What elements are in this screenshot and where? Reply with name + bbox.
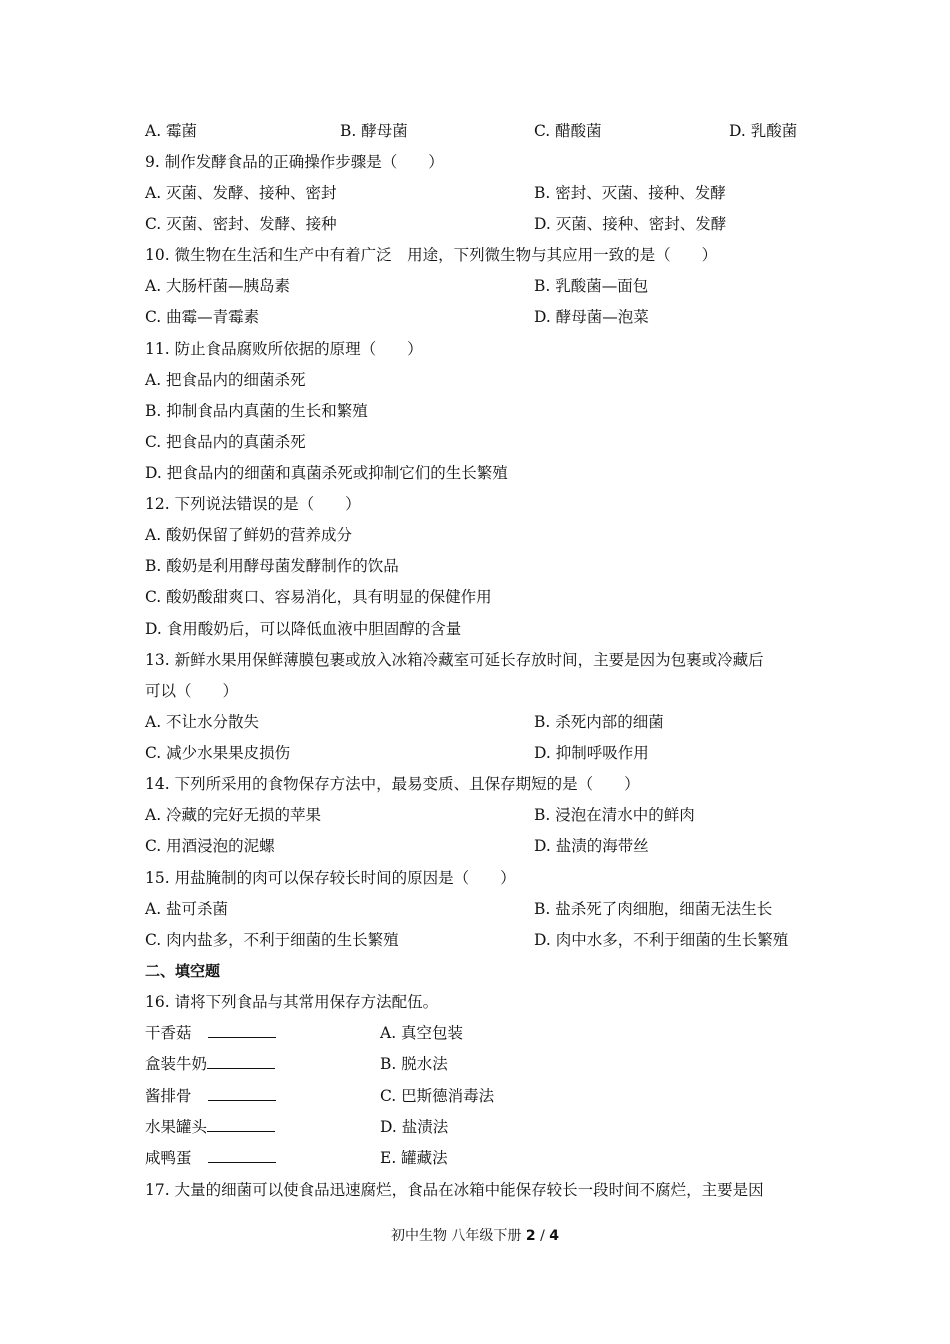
q17-stem: 17. 大量的细菌可以使食品迅速腐烂，食品在冰箱中能保存较长一段时间不腐烂，主要是因: [145, 1181, 764, 1199]
q10-option-d: D. 酵母菌—泡菜: [534, 308, 649, 326]
q8-option-c: C. 醋酸菌: [534, 122, 602, 140]
q13-option-a: A. 不让水分散失: [145, 713, 260, 731]
q8-option-a: A. 霉菌: [145, 122, 198, 140]
q9-option-a: A. 灭菌、发酵、接种、密封: [145, 184, 337, 202]
match-row-4: [145, 1117, 275, 1137]
food-item: 咸鸭蛋: [145, 1149, 192, 1167]
q13-option-b: B. 杀死内部的细菌: [534, 713, 664, 731]
q15-option-c: C. 肉内盐多，不利于细菌的生长繁殖: [145, 931, 399, 949]
method-item: D. 盐渍法: [380, 1118, 449, 1136]
q14-option-b: B. 浸泡在清水中的鲜肉: [534, 806, 695, 824]
q13-stem-continued: 可以（ ）: [145, 682, 239, 700]
match-row-2: [145, 1054, 275, 1074]
q12-option-b: B. 酸奶是利用酵母菌发酵制作的饮品: [145, 557, 399, 575]
q12-stem: 12. 下列说法错误的是（ ）: [145, 495, 361, 513]
food-item: 酱排骨: [145, 1087, 192, 1105]
q14-option-a: A. 冷藏的完好无损的苹果: [145, 806, 322, 824]
q12-option-d: D. 食用酸奶后，可以降低血液中胆固醇的含量: [145, 620, 462, 638]
answer-blank[interactable]: [208, 1086, 276, 1101]
match-row-5: [145, 1148, 276, 1168]
q12-option-a: A. 酸奶保留了鲜奶的营养成分: [145, 526, 353, 544]
method-item: E. 罐藏法: [380, 1149, 448, 1167]
q15-stem: 15. 用盐腌制的肉可以保存较长时间的原因是（ ）: [145, 869, 516, 887]
q8-option-b: B. 酵母菌: [340, 122, 408, 140]
page-total: 4: [549, 1228, 560, 1244]
q10-stem: 10. 微生物在生活和生产中有着广泛 用途，下列微生物与其应用一致的是（ ）: [145, 246, 718, 264]
q15-option-a: A. 盐可杀菌: [145, 900, 229, 918]
match-row-1: [145, 1023, 276, 1043]
page-number: 2: [525, 1228, 536, 1244]
q15-option-d: D. 肉中水多，不利于细菌的生长繁殖: [534, 931, 789, 949]
q11-option-d: D. 把食品内的细菌和真菌杀死或抑制它们的生长繁殖: [145, 464, 508, 482]
answer-blank[interactable]: [208, 1023, 276, 1038]
page-footer: [0, 1225, 950, 1245]
q15-option-b: B. 盐杀死了肉细胞，细菌无法生长: [534, 900, 773, 918]
answer-blank[interactable]: [208, 1148, 276, 1163]
footer-text: 初中生物 八年级下册: [390, 1228, 526, 1244]
q13-option-c: C. 减少水果果皮损伤: [145, 744, 291, 762]
q11-option-a: A. 把食品内的细菌杀死: [145, 371, 306, 389]
q14-option-c: C. 用酒浸泡的泥螺: [145, 837, 275, 855]
method-item: B. 脱水法: [380, 1055, 448, 1073]
section-title: 二、填空题: [145, 962, 221, 980]
q10-option-c: C. 曲霉—青霉素: [145, 308, 260, 326]
q11-stem: 11. 防止食品腐败所依据的原理（ ）: [145, 340, 423, 358]
food-item: 盒装牛奶: [145, 1055, 208, 1073]
q9-option-d: D. 灭菌、接种、密封、发酵: [534, 215, 727, 233]
answer-blank[interactable]: [207, 1117, 275, 1132]
q11-option-b: B. 抑制食品内真菌的生长和繁殖: [145, 402, 368, 420]
q9-option-c: C. 灭菌、密封、发酵、接种: [145, 215, 337, 233]
q9-option-b: B. 密封、灭菌、接种、发酵: [534, 184, 726, 202]
method-item: A. 真空包装: [380, 1024, 464, 1042]
q10-option-a: A. 大肠杆菌—胰岛素: [145, 277, 291, 295]
food-item: 干香菇: [145, 1024, 192, 1042]
q13-stem: 13. 新鲜水果用保鲜薄膜包裹或放入冰箱冷藏室可延长存放时间，主要是因为包裹或冷藏后: [145, 651, 764, 669]
q8-option-d: D. 乳酸菌: [729, 122, 798, 140]
food-item: 水果罐头: [145, 1118, 208, 1136]
match-row-3: [145, 1086, 276, 1106]
q14-stem: 14. 下列所采用的食物保存方法中，最易变质、且保存期短的是（ ）: [145, 775, 640, 793]
q13-option-d: D. 抑制呼吸作用: [534, 744, 649, 762]
answer-blank[interactable]: [207, 1054, 275, 1069]
q14-option-d: D. 盐渍的海带丝: [534, 837, 649, 855]
method-item: C. 巴斯德消毒法: [380, 1087, 495, 1105]
q9-stem: 9. 制作发酵食品的正确操作步骤是（ ）: [145, 153, 444, 171]
q12-option-c: C. 酸奶酸甜爽口、容易消化，具有明显的保健作用: [145, 588, 492, 606]
page-separator: /: [535, 1228, 550, 1244]
q11-option-c: C. 把食品内的真菌杀死: [145, 433, 306, 451]
q16-stem: 16. 请将下列食品与其常用保存方法配伍。: [145, 993, 439, 1011]
q10-option-b: B. 乳酸菌—面包: [534, 277, 649, 295]
